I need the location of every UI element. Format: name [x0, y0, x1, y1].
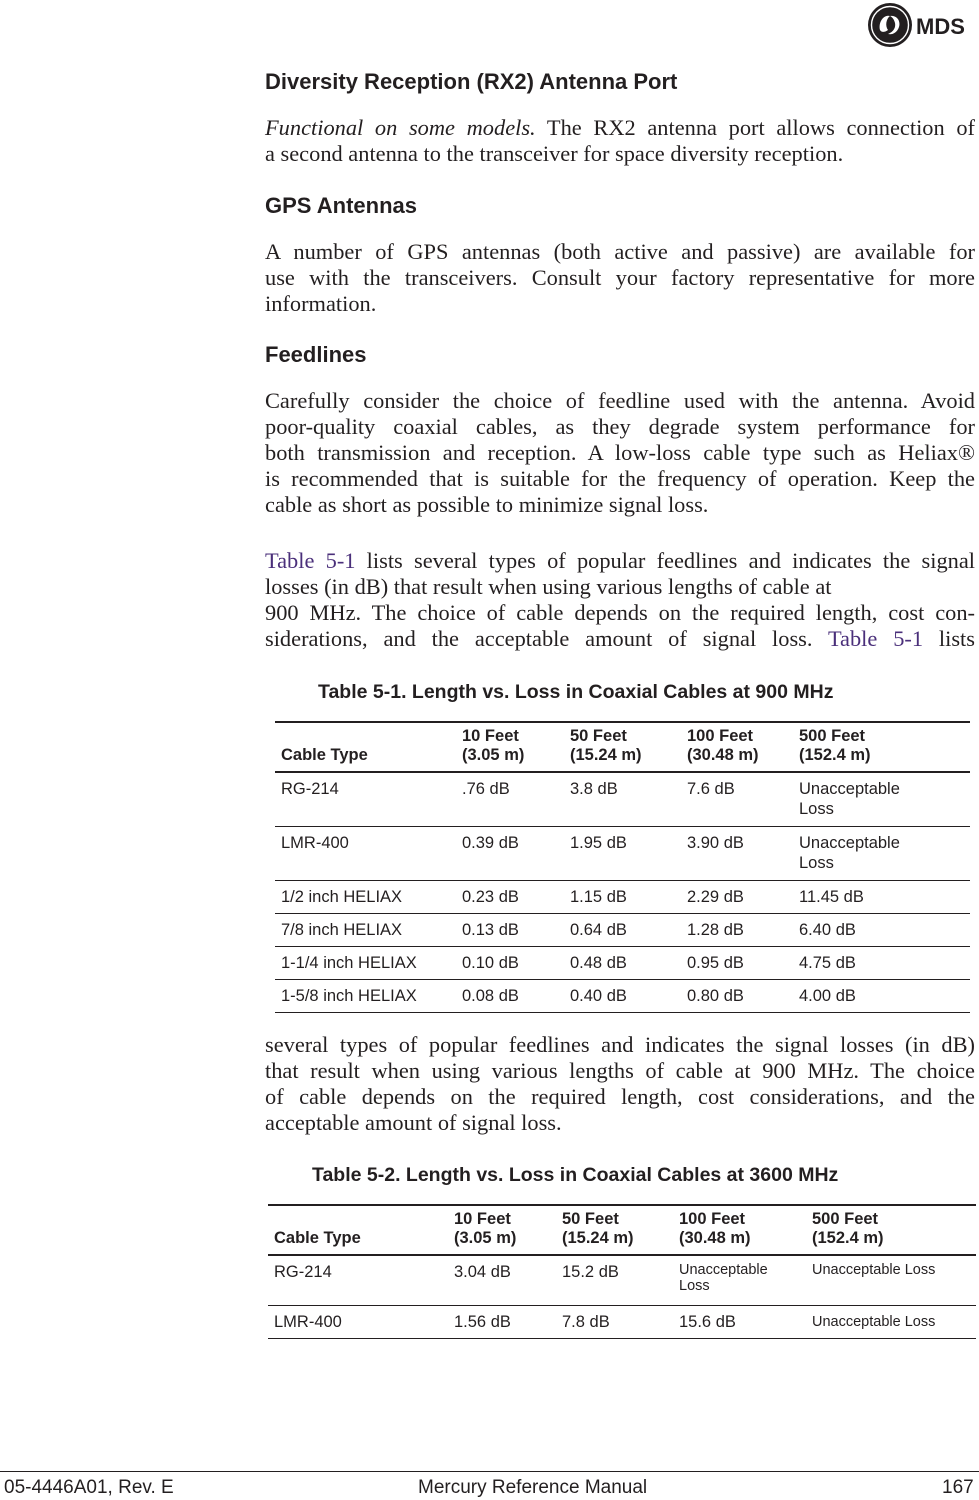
table-5-2: [268, 1204, 976, 1339]
column-header-label: Cable Type: [274, 1229, 361, 1247]
table-cell: 1.15 dB: [570, 887, 627, 906]
page-number: 167: [942, 1477, 974, 1498]
column-header-label: (3.05 m): [462, 746, 525, 764]
paragraph-line: [265, 115, 975, 141]
table-row: [275, 979, 970, 1012]
paragraph-line: is recommended that is suitable for the frequency of operation. Keep the: [265, 466, 975, 491]
table-cell: 6.40 dB: [799, 920, 856, 939]
column-header-label: 10 Feet: [454, 1210, 511, 1228]
table-cell: 0.08 dB: [462, 986, 519, 1005]
table-cell: 11.45 dB: [799, 887, 864, 906]
table-cell: 7.6 dB: [687, 780, 735, 798]
table-5-1-caption: Table 5-1. Length vs. Loss in Coaxial Cables at 900 MHz: [318, 681, 834, 703]
column-header: [268, 1205, 448, 1255]
paragraph-line: several types of popular feedlines and indicates the signal losses (in dB): [265, 1032, 975, 1057]
paragraph-line: [265, 626, 975, 652]
paragraph-line: of cable depends on the required length, cost considerations, and the: [265, 1084, 975, 1109]
table-row: [275, 913, 970, 946]
footer-rule: [0, 1471, 979, 1472]
table-cell: 2.29 dB: [687, 887, 744, 906]
table-header-row: [275, 722, 970, 772]
table-5-1-link[interactable]: Table 5-1: [827, 626, 924, 651]
column-header: [448, 1205, 556, 1255]
column-header: [275, 722, 456, 772]
column-header: [673, 1205, 806, 1255]
table-cell: 15.2 dB: [562, 1263, 619, 1281]
table-cell: 0.10 dB: [462, 953, 519, 972]
cell-text: Loss: [679, 1278, 710, 1294]
table-cell: 0.80 dB: [687, 986, 744, 1005]
column-header: [456, 722, 564, 772]
table-5-1: [275, 721, 970, 1013]
paragraph-line: use with the transceivers. Consult your factory representative for more: [265, 265, 975, 290]
table-cell: 4.00 dB: [799, 986, 856, 1005]
paragraph-line: 900 MHz. The choice of cable depends on the required length, cost con-: [265, 600, 975, 625]
footer-title: Mercury Reference Manual: [418, 1477, 648, 1498]
table-cell: 3.90 dB: [687, 833, 744, 852]
table-cell: [673, 1255, 806, 1305]
table-cell: 0.23 dB: [462, 887, 519, 906]
table-cell: RG-214: [274, 1263, 332, 1281]
column-header-label: 500 Feet: [812, 1210, 879, 1228]
cell-text: Unacceptable: [799, 780, 900, 798]
paragraph-diversity: [265, 115, 975, 167]
table-cell: RG-214: [281, 780, 339, 798]
table-cell: 0.39 dB: [462, 833, 519, 852]
table-row: [275, 880, 970, 913]
column-header-label: (15.24 m): [562, 1229, 634, 1247]
paragraph-line: losses (in dB) that result when using various lengths of cable at: [265, 574, 832, 599]
table-cell: LMR-400: [274, 1312, 342, 1331]
cell-text: Unacceptable: [799, 833, 900, 852]
column-header: [564, 722, 681, 772]
column-header-label: (3.05 m): [454, 1229, 517, 1247]
text-fragment: siderations, and the acceptable amount of signal loss.: [265, 626, 828, 651]
table-row: [268, 1255, 976, 1305]
text-fragment: lists several types of popular feedlines and indicates the signal: [355, 548, 975, 573]
column-header-label: 50 Feet: [570, 727, 627, 745]
table-5-2-caption: Table 5-2. Length vs. Loss in Coaxial Cables at 3600 MHz: [312, 1164, 839, 1186]
table-cell: 0.95 dB: [687, 953, 744, 972]
paragraph-line: A number of GPS antennas (both active and passive) are available for: [265, 239, 975, 264]
table-cell: Unacceptable Loss: [812, 1313, 936, 1330]
table-cell: 15.6 dB: [679, 1312, 736, 1331]
column-header-label: (15.24 m): [570, 746, 642, 764]
table-cell: 1/2 inch HELIAX: [281, 887, 403, 906]
column-header-label: (152.4 m): [812, 1229, 884, 1247]
table-cell: 0.40 dB: [570, 986, 627, 1005]
text-fragment: lists: [923, 626, 975, 651]
column-header: [806, 1205, 976, 1255]
column-header-label: 50 Feet: [562, 1210, 619, 1228]
table-cell: 0.64 dB: [570, 920, 627, 939]
column-header-label: 500 Feet: [799, 727, 866, 745]
column-header-label: Cable Type: [281, 746, 368, 764]
table-cell: 1.28 dB: [687, 920, 744, 939]
paragraph-line: that result when using various lengths of cable at 900 MHz. The choice: [265, 1058, 975, 1083]
heading-feedlines: Feedlines: [265, 342, 367, 367]
table-cell: 4.75 dB: [799, 953, 856, 972]
column-header-label: (30.48 m): [687, 746, 759, 764]
paragraph-line: Carefully consider the choice of feedline used with the antenna. Avoid: [265, 388, 975, 413]
paragraph-line: information.: [265, 291, 377, 316]
paragraph-continued: [265, 1032, 975, 1136]
table-cell: 0.13 dB: [462, 920, 519, 939]
column-header: [556, 1205, 673, 1255]
paragraph-table-ref: [265, 548, 975, 652]
table-cell: LMR-400: [281, 833, 349, 852]
table-cell: 3.04 dB: [454, 1263, 511, 1281]
column-header-label: 100 Feet: [679, 1210, 746, 1228]
column-header-label: (30.48 m): [679, 1229, 751, 1247]
ge-mds-logo: [866, 2, 978, 48]
cell-text: Loss: [799, 853, 834, 872]
table-cell: Unacceptable Loss: [812, 1262, 936, 1278]
table-row: [275, 946, 970, 979]
paragraph-line: a second antenna to the transceiver for space diversity reception.: [265, 141, 844, 166]
table-cell: 0.48 dB: [570, 953, 627, 972]
mds-logo-text: MDS: [916, 14, 965, 39]
table-cell: 1.95 dB: [570, 833, 627, 852]
column-header-label: (152.4 m): [799, 746, 871, 764]
paragraph-line: poor-quality coaxial cables, as they degrade system performance for: [265, 414, 975, 439]
table-header-row: [268, 1205, 976, 1255]
paragraph-line: cable as short as possible to minimize signal loss.: [265, 492, 709, 517]
table-row: [268, 1305, 976, 1338]
column-header-label: 10 Feet: [462, 727, 519, 745]
table-cell: 1-1/4 inch HELIAX: [281, 953, 417, 972]
column-header: [681, 722, 793, 772]
cell-text: Loss: [799, 800, 834, 818]
footer-doc-number: 05-4446A01, Rev. E: [4, 1477, 174, 1498]
heading-gps: GPS Antennas: [265, 193, 417, 218]
text-fragment: The RX2 antenna port allows connection of: [535, 115, 975, 140]
paragraph-line: acceptable amount of signal loss.: [265, 1110, 562, 1135]
table-cell: 7.8 dB: [562, 1312, 610, 1331]
table-cell: 1.56 dB: [454, 1312, 511, 1331]
table-5-1-link[interactable]: Table 5-1: [265, 548, 356, 573]
table-cell: [793, 826, 970, 880]
table-cell: [793, 772, 970, 826]
table-cell: .76 dB: [462, 780, 510, 798]
table-row: [275, 826, 970, 880]
paragraph-line: [265, 548, 975, 574]
heading-diversity: Diversity Reception (RX2) Antenna Port: [265, 69, 678, 94]
table-row: [275, 772, 970, 826]
ge-monogram-icon: [866, 2, 978, 48]
paragraph-line: both transmission and reception. A low-loss cable type such as Heliax®: [265, 440, 975, 465]
table-cell: 7/8 inch HELIAX: [281, 920, 403, 939]
cell-text: Unacceptable: [679, 1262, 768, 1278]
column-header-label: 100 Feet: [687, 727, 754, 745]
paragraph-gps: [265, 239, 975, 317]
column-header: [793, 722, 970, 772]
table-cell: 3.8 dB: [570, 780, 618, 798]
table-cell: 1-5/8 inch HELIAX: [281, 986, 417, 1005]
paragraph-feedlines: [265, 388, 975, 518]
functional-note: Functional on some models.: [265, 115, 536, 140]
